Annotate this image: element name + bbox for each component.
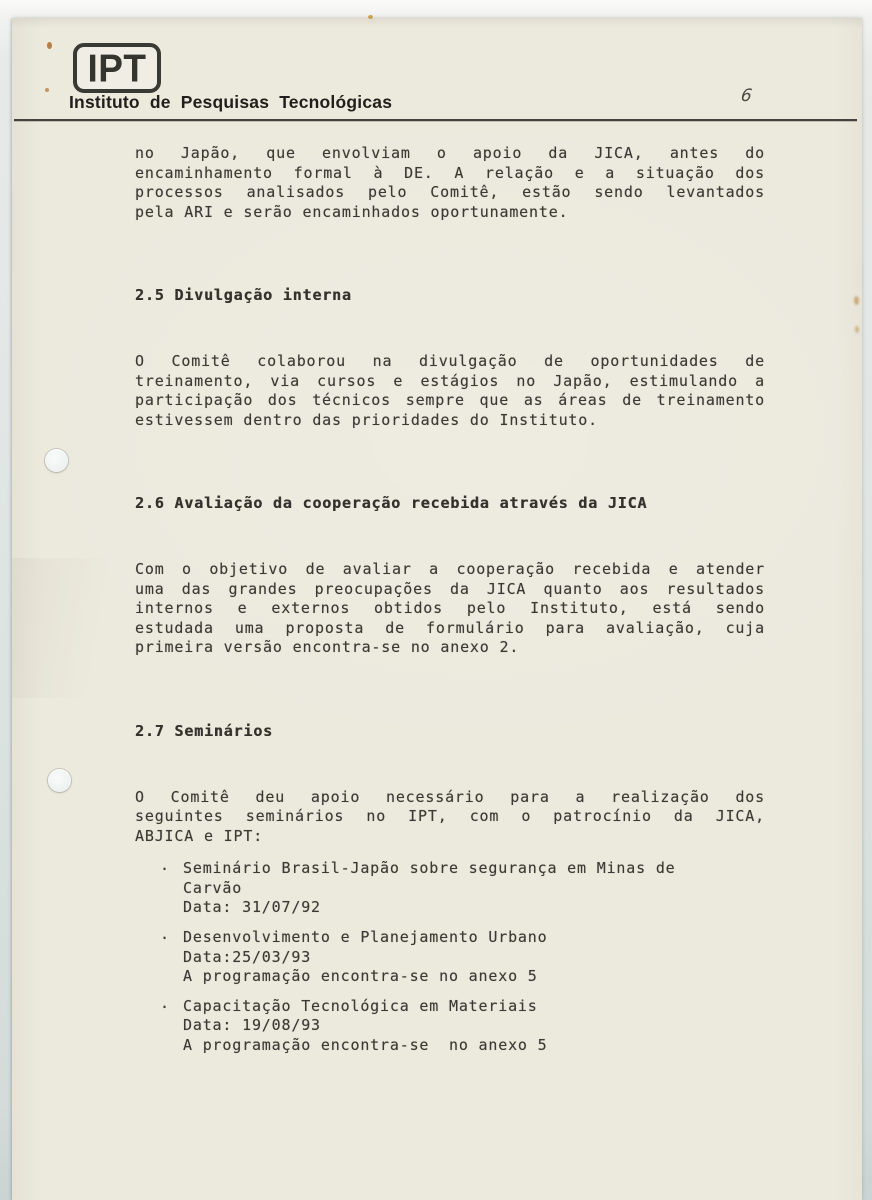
bullet-dot: . <box>160 993 170 1012</box>
rust-speck <box>47 42 52 49</box>
list-item-text <box>183 997 775 1056</box>
list-item <box>135 856 775 918</box>
text-line: pela ARI e serão encaminhados oportunamente. <box>135 202 569 221</box>
section-heading-2-7: 2.7 Seminários <box>135 721 273 740</box>
text-line: participação dos técnicos sempre que as áreas de treinamento <box>135 391 765 410</box>
page-number: 6 <box>739 86 754 106</box>
text-line: internos e externos obtidos pelo Instituto, está sendo <box>135 599 765 618</box>
section-heading-2-6: 2.6 Avaliação da cooperação recebida através da JICA <box>135 494 648 513</box>
text-line: Capacitação Tecnológica em Materiais <box>183 996 538 1015</box>
document-page <box>12 18 862 1200</box>
text-line: primeira versão encontra-se no anexo 2. <box>135 638 520 657</box>
list-item-text <box>183 928 775 987</box>
text-line: Data:25/03/93 <box>183 947 312 966</box>
section-paragraph-2-5 <box>135 352 765 430</box>
document-body <box>12 121 862 1056</box>
text-line: processos analisados pelo Comitê, estão sendo levantados <box>135 183 765 202</box>
ipt-logo <box>73 43 161 93</box>
punch-hole-bottom <box>48 769 71 792</box>
text-line: ABJICA e IPT: <box>135 826 264 845</box>
text-line: no Japão, que envolviam o apoio da JICA, antes do <box>135 144 765 162</box>
rust-speck <box>368 15 373 19</box>
text-line: uma das grandes preocupações da JICA quanto aos resultados <box>135 579 765 598</box>
bullet-dot: . <box>160 856 170 875</box>
edge-stain <box>854 296 859 305</box>
list-item <box>135 993 775 1056</box>
text-line: Com o objetivo de avaliar a cooperação recebida e atender <box>135 559 765 578</box>
org-name: Instituto de Pesquisas Tecnológicas <box>69 92 393 112</box>
seminar-list <box>135 856 775 1055</box>
text-line: encaminhamento formal à DE. A relação e a situação dos <box>135 163 765 182</box>
punch-hole-top <box>45 449 68 472</box>
list-item <box>135 925 775 987</box>
section-paragraph-2-6 <box>135 560 765 658</box>
text-line: Carvão <box>183 878 243 897</box>
section-heading-2-5: 2.5 Divulgação interna <box>135 286 352 305</box>
text-line: O Comitê deu apoio necessário para a realização dos <box>135 787 765 806</box>
list-item-text <box>183 859 775 918</box>
bullet-dot: . <box>160 925 170 944</box>
ipt-logo-text: IPT <box>87 46 147 90</box>
text-line: A programação encontra-se no anexo 5 <box>183 967 538 986</box>
text-line: O Comitê colaborou na divulgação de oportunidades de <box>135 351 765 370</box>
text-line: Seminário Brasil-Japão sobre segurança em Minas de <box>183 859 676 878</box>
edge-stain <box>855 326 859 333</box>
text-line: Desenvolvimento e Planejamento Urbano <box>183 928 548 947</box>
rust-speck <box>45 88 49 92</box>
text-line: estudada uma proposta de formulário para avaliação, cuja <box>135 618 765 637</box>
text-line: A programação encontra-se no anexo 5 <box>183 1036 548 1055</box>
text-line: Data: 19/08/93 <box>183 1016 321 1035</box>
text-line: estivessem dentro das prioridades do Instituto. <box>135 410 598 429</box>
section-paragraph-2-7 <box>135 788 765 847</box>
text-line: Data: 31/07/92 <box>183 898 321 917</box>
text-line: treinamento, via cursos e estágios no Japão, estimulando a <box>135 371 765 390</box>
text-line: seguintes seminários no IPT, com o patrocínio da JICA, <box>135 807 765 826</box>
intro-paragraph <box>135 144 765 222</box>
